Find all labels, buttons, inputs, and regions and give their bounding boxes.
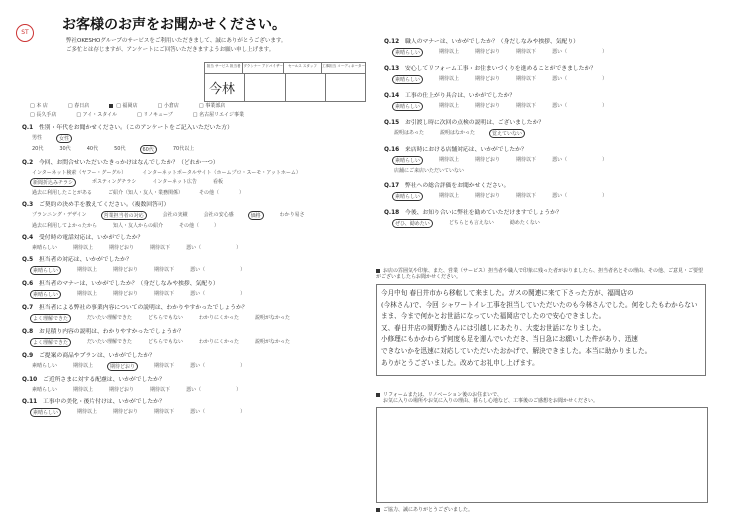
question-text [22,398,362,406]
question-number: Q.4 [22,235,34,241]
answer-option[interactable]: 素晴らしい [392,102,423,111]
answer-option[interactable]: 素晴らしい [392,48,423,57]
question-text [384,92,714,100]
answer-option[interactable]: 悪い（ ） [186,387,242,393]
question-text [22,124,362,132]
answer-option[interactable]: 男性 [32,135,43,141]
answer-option[interactable]: わかりにくかった [198,339,239,345]
answer-option[interactable]: ご紹介（知人・友人・業務関係） [108,190,184,196]
answer-option[interactable]: どちらでもない [148,315,183,321]
answer-option[interactable]: 悪い（ ） [190,291,246,297]
question-number: Q.7 [22,305,34,311]
answer-option[interactable]: 価格 [248,211,264,220]
handwritten-line: できないかを迅速に対応していただいたおかげで、解決できました。本当に助かりました。 [381,346,652,355]
answer-option[interactable]: 期待どおり [107,362,138,371]
answer-option[interactable]: 説明はあった [394,130,424,136]
question-q10 [22,376,362,393]
question-number: Q.10 [22,377,38,383]
answer-option[interactable]: 悪い（ ） [190,409,246,415]
question-label: 性別・年代をお聞かせください。（このアンケートをご記入いただいた方） [37,125,233,131]
comment-section [376,268,716,376]
question-q3 [22,201,362,229]
answer-option[interactable]: 60代 [140,145,157,154]
answer-option[interactable]: 期待以上 [439,157,460,163]
checked-box-icon [109,104,113,108]
branch-honten[interactable]: □ 本 店 [30,103,48,109]
answer-option[interactable]: 期待以下 [516,103,537,109]
question-q13 [384,65,714,84]
answer-option[interactable]: 説明がなかった [255,315,291,321]
staff-table [204,62,366,102]
answer-option[interactable]: 素晴らしい [392,192,423,201]
answer-option[interactable]: 期待以上 [77,409,98,415]
question-label: お見積り内容の説明は、わかりやすかったでしょうか？ [37,329,184,335]
question-text [384,182,714,190]
answer-option[interactable]: 素晴らしい [30,290,61,299]
answer-option[interactable]: 営業担当者の対応 [101,211,147,220]
question-text [384,119,714,127]
answer-option[interactable]: 20代 [32,146,44,152]
answer-option[interactable]: 素晴らしい [32,245,58,251]
answer-option[interactable]: 期待以下 [516,157,537,163]
question-label: 来店時における店舗対応は、いかがでしたか？ [403,147,527,153]
question-label: ご契約の決め手を教えてください。（複数回答可） [37,202,170,208]
answer-option[interactable]: 看板 [212,179,223,185]
answer-option[interactable]: わかりにくかった [198,315,239,321]
answer-option[interactable]: 説明がなかった [255,339,291,345]
handwritten-line: ありがとうございました。改めてお礼申し上げます。 [381,358,539,367]
answer-option[interactable]: 期待以上 [77,267,98,273]
branch-kasugai[interactable]: □ 春日店 [67,103,90,109]
comment-prompt-1: お店の雰囲気や印象、また、営業（サービス）担当者や職人で印象に残った者がおりましたら、担当者名とその理由、その他、ご意見・ご要望がございましたらお聞かせください。 [376,268,704,280]
answer-option[interactable]: 期待どおり [475,49,501,55]
question-label: 工事の仕上がり具合は、いかがでしたか？ [403,93,516,99]
comment-box-2[interactable] [376,407,708,503]
question-q17 [384,182,714,201]
answer-option[interactable]: だいたい理解できた [87,315,133,321]
question-label: 担当者による弊社の事業内容についての説明は、わかりやすかったでしょうか？ [37,305,248,311]
answer-option[interactable]: 期待以下 [154,363,175,369]
answer-option[interactable]: 期待どおり [113,267,139,273]
answer-option[interactable]: どちらでもない [148,339,183,345]
question-text [22,328,362,336]
answer-option[interactable]: 悪い（ ） [552,49,608,55]
question-q14 [384,92,714,111]
question-text [22,304,362,312]
question-q12 [384,38,714,57]
question-q8 [22,328,362,347]
answer-option[interactable]: 期待以上 [73,387,94,393]
answer-option[interactable]: 50代 [114,146,126,152]
answer-option[interactable]: 悪い（ ） [190,363,246,369]
question-label: 安心してリフォーム工事・お住まいづくりを進めることができましたか？ [403,66,597,72]
comment-section-2 [376,392,716,513]
staff-header-0: 担当 サービス 担当者 [205,63,243,73]
question-number: Q.16 [384,147,400,153]
staff-header-3: 工事担当 コーディネーター [322,64,366,68]
answer-option[interactable]: 期待以下 [154,409,175,415]
branch-fukuoka[interactable]: □ 福岡店 [109,103,137,109]
question-text [22,201,362,209]
question-q5 [22,256,362,275]
question-q6 [22,280,362,299]
answer-option[interactable]: 期待以上 [439,193,460,199]
comment-box-1[interactable] [376,284,706,376]
bullet-icon [376,508,380,512]
answer-option[interactable]: 期待以下 [154,291,175,297]
question-label: 受付時の電話対応は、いかがでしたか？ [37,235,144,241]
logo-stamp [16,24,34,42]
answer-option[interactable]: 期待以下 [516,76,537,82]
question-text [22,352,362,360]
answer-option[interactable]: 過去に利用してよかったから [32,223,98,229]
question-number: Q.15 [384,120,400,126]
handwritten-line: (今林さん)で、今回 シャワートイレ工事を担当していただいたのも今林さんでした。何をしたもわからない [381,300,698,309]
answer-option[interactable]: 新聞折込みチラシ [30,178,76,187]
intro-line-1: 弊社OKESHOグループのサービスをご利用いただきまして、誠にありがとうございます。 [66,38,287,44]
answer-option[interactable]: ぜひ、勧めたい [392,219,433,228]
answer-option[interactable]: インターネット広告 [152,179,197,185]
question-text [22,159,362,167]
answer-option[interactable]: 期待以上 [73,363,94,369]
question-label: 担当者のマナーは、いかがでしたか？（身だしなみや挨拶、気配り） [37,281,219,287]
question-label: 今回、お問合せいただいたきっかけはなんでしたか？（どれか一つ） [37,160,219,166]
branch-jigyobu[interactable]: □ 事業部店 [198,103,226,109]
question-number: Q.11 [22,399,38,405]
answer-option[interactable]: 説明はなかった [439,130,475,136]
question-q2 [22,159,362,196]
answer-option[interactable]: 期待どおり [475,193,501,199]
question-text [384,38,714,46]
question-q11 [22,398,362,417]
answer-option[interactable]: 期待どおり [109,387,135,393]
answer-option[interactable]: インターネット検索（ヤフー・グーグル） [32,170,127,176]
answer-option[interactable]: 覚えていない [489,129,525,138]
question-number: Q.8 [22,329,34,335]
answer-option[interactable]: 知人・友人からの紹介 [113,223,164,229]
handwritten-line: 小修理にもかかわらず何度も足を運んでいただき、当日急にお願いした件があり、迅速 [381,335,638,344]
answer-option[interactable]: よく理解できた [30,314,71,323]
question-text [22,234,362,242]
question-text [384,65,714,73]
question-text [22,376,362,384]
handwritten-comment [381,288,701,369]
answer-option[interactable]: 悪い（ ） [552,193,608,199]
answer-option[interactable]: 期待どおり [113,291,139,297]
question-q18 [384,209,714,228]
logo-stamp-text: ST [21,29,29,36]
question-label: 弊社への総合評価をお聞かせください。 [403,183,510,189]
answer-option[interactable]: 期待以下 [154,267,175,273]
question-label: 職人のマナーは、いかがでしたか？（身だしなみや挨拶、気配り） [403,39,579,45]
answer-option[interactable]: 期待以上 [439,76,460,82]
page-title: お客様のお声をお聞かせください。 [62,17,286,33]
intro-line-2: ご多忙とは存じますが、アンケートにご回答いただきますようお願い申し上げます。 [66,47,275,53]
question-number: Q.17 [384,183,400,189]
answer-option[interactable]: ポスティングチラシ [92,179,137,185]
answer-option[interactable]: 悪い（ ） [190,267,246,273]
answer-option[interactable]: 悪い（ ） [552,103,608,109]
question-label: お引渡し時に次回の点検の説明は、ございましたか？ [403,120,545,126]
staff-header-1: プランナー アドバイザー [243,63,284,73]
question-q4 [22,234,362,251]
question-label: 今後、お知り合いに弊社を勧めていただけますでしょうか？ [403,210,562,216]
question-q16 [384,146,714,174]
answer-option[interactable]: 期待以下 [150,245,171,251]
answer-option[interactable]: 素晴らしい [392,75,423,84]
question-text [22,256,362,264]
handwritten-line: まま、今まで何かとお世話になっていた福岡店でしたので安心できました。 [381,312,606,321]
question-q1 [22,124,362,154]
question-number: Q.5 [22,257,34,263]
handwritten-line: 今月中旬 春日井市から移転して来ました。ガスの関連に来て下さった方が、福岡店の [381,289,634,297]
question-number: Q.6 [22,281,34,287]
question-number: Q.14 [384,93,400,99]
answer-option[interactable]: 期待どおり [475,103,501,109]
answer-option[interactable]: 素晴らしい [392,156,423,165]
answer-option[interactable]: 期待どおり [113,409,139,415]
answer-option[interactable]: 素晴らしい [32,387,58,393]
question-number: Q.12 [384,39,400,45]
left-questions [22,124,362,422]
staff-handwritten-name: 今林 [209,82,236,97]
answer-option[interactable]: 過去に利用したことがある [32,190,93,196]
question-label: 工事中の美化・後片付けは、いかがでしたか？ [41,399,165,405]
branch-kokura[interactable]: □ 小倉店 [157,103,179,109]
branch-checks [30,103,360,118]
question-number: Q.18 [384,210,400,216]
answer-option[interactable]: 期待以上 [439,49,460,55]
answer-option[interactable]: 期待どおり [475,157,501,163]
comment-prompt-2a: リフォームまたは、リノベーション後のお住まいで、 [383,392,503,398]
answer-option[interactable]: 素晴らしい [30,266,61,275]
answer-option[interactable]: 期待以上 [439,103,460,109]
branch-nagakute[interactable]: □ 長久手店 [30,112,57,118]
answer-option[interactable]: 期待以上 [73,245,94,251]
answer-option[interactable]: 素晴らしい [32,363,58,369]
question-q15 [384,119,714,138]
bullet-icon [376,269,380,273]
question-number: Q.2 [22,160,34,166]
question-label: 担当者の対応は、いかがでしたか？ [37,257,132,263]
answer-option[interactable]: だいたい理解できた [87,339,133,345]
question-number: Q.3 [22,202,34,208]
answer-option[interactable]: 会社の実績 [162,212,188,218]
answer-option[interactable]: 悪い（ ） [552,76,608,82]
question-q9 [22,352,362,371]
answer-option[interactable]: 店舗にご来店いただいていない [394,168,465,174]
answer-option[interactable]: 素晴らしい [30,408,61,417]
right-questions [384,38,714,236]
answer-option[interactable]: 30代 [59,146,71,152]
answer-option[interactable]: 期待以上 [77,291,98,297]
answer-option[interactable]: インターネットポータルサイト（ホームプロ・スーモ・アットホーム） [142,170,301,176]
answer-option[interactable]: どちらとも言えない [448,220,494,226]
answer-option[interactable]: 期待どおり [109,245,135,251]
question-number: Q.1 [22,125,34,131]
thanks-footer: ご協力、誠にありがとうございました。 [383,507,474,513]
branch-istyle[interactable]: □ アイ・スタイル [76,112,118,118]
bullet-icon [376,393,380,397]
handwritten-line: 又、春日井店の岡野勤さんには引越しにあたり、大変お世話になりました。 [381,323,606,332]
answer-option[interactable]: 期待以下 [516,193,537,199]
question-label: ご提案の商品やプランは、いかがでしたか？ [37,353,155,359]
answer-option[interactable]: 70代以上 [172,146,195,152]
answer-option[interactable]: その他（ ） [199,190,245,196]
answer-option[interactable]: その他（ ） [179,223,220,229]
answer-option[interactable]: 会社の安心感 [203,212,234,218]
answer-option[interactable]: 悪い（ ） [552,157,608,163]
question-label: ご近所さまに対する配慮は、いかがでしたか？ [41,377,165,383]
answer-option[interactable]: よく理解できた [30,338,71,347]
branch-nagoya-reage[interactable]: □ 名古屋リエイジ事業 [192,112,244,118]
question-number: Q.13 [384,66,400,72]
question-text [22,280,362,288]
comment-prompt-2b: お気に入りの場所やお気に入りの理由、暮らし心地など、工事後のご感想をお聞かせください。 [383,398,599,404]
answer-option[interactable]: 40代 [86,146,99,152]
staff-header-2: セールス スタッフ [284,63,322,73]
answer-option[interactable]: 勧めたくない [509,220,540,226]
answer-option[interactable]: 期待以下 [516,49,537,55]
answer-option[interactable]: 悪い（ ） [186,245,242,251]
answer-option[interactable]: 期待以下 [150,387,171,393]
answer-option[interactable]: わかり易さ [279,212,305,218]
question-text [384,209,714,217]
answer-option[interactable]: 期待どおり [475,76,501,82]
question-number: Q.9 [22,353,34,359]
branch-renocube[interactable]: □ リノキューブ [137,112,173,118]
answer-option[interactable]: プランニング・デザイン [32,212,87,218]
question-text [384,146,714,154]
question-q7 [22,304,362,323]
answer-option[interactable]: 女性 [56,134,72,143]
